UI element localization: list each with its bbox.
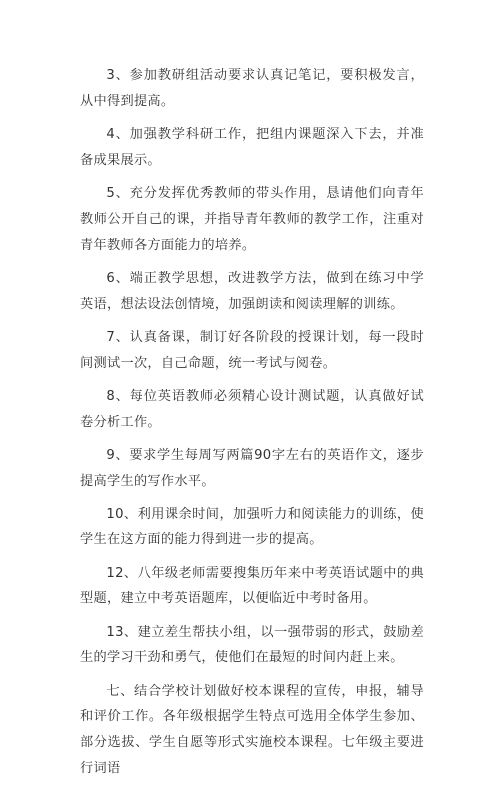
- paragraph-item-10: 10、利用课余时间，加强听力和阅读能力的训练，使学生在这方面的能力得到进一步的提高。: [80, 506, 424, 548]
- paragraph-item-7: 7、认真备课，制订好各阶段的授课计划，每一段时间测试一次，自己命题，统一考试与阅卷。: [80, 329, 424, 371]
- paragraph-item-6: 6、端正教学思想，改进教学方法，做到在练习中学英语，想法设法创情境，加强朗读和阅读理解的训练。: [80, 270, 424, 312]
- paragraph-item-4: 4、加强教学科研工作，把组内课题深入下去，并准备成果展示。: [80, 126, 424, 168]
- paragraph-item-3: 3、参加教研组活动要求认真记笔记，要积极发言，从中得到提高。: [80, 68, 424, 109]
- paragraph-item-13: 13、建立差生帮扶小组，以一强带弱的形式，鼓励差生的学习干劲和勇气，使他们在最短的时间内赶上来。: [80, 624, 424, 666]
- paragraph-item-8: 8、每位英语教师必须精心设计测试题，认真做好试卷分析工作。: [80, 388, 424, 430]
- paragraph-item-5: 5、充分发挥优秀教师的带头作用，恳请他们向青年教师公开自己的课，并指导青年教师的教学工作，注重对青年教师各方面能力的培养。: [80, 185, 424, 253]
- paragraph-item-12: 12、八年级老师需要搜集历年来中考英语试题中的典型题，建立中考英语题库，以便临近中考时备用。: [80, 565, 424, 607]
- paragraph-item-9: 9、要求学生每周写两篇90字左右的英语作文，逐步提高学生的写作水平。: [80, 447, 424, 489]
- document-body: [80, 63, 424, 789]
- paragraph-section-7: 七、结合学校计划做好校本课程的宣传，申报，辅导和评价工作。各年级根据学生特点可选用全体学生参加、部分选拔、学生自愿等形式实施校本课程。七年级主要进行词语: [80, 683, 424, 777]
